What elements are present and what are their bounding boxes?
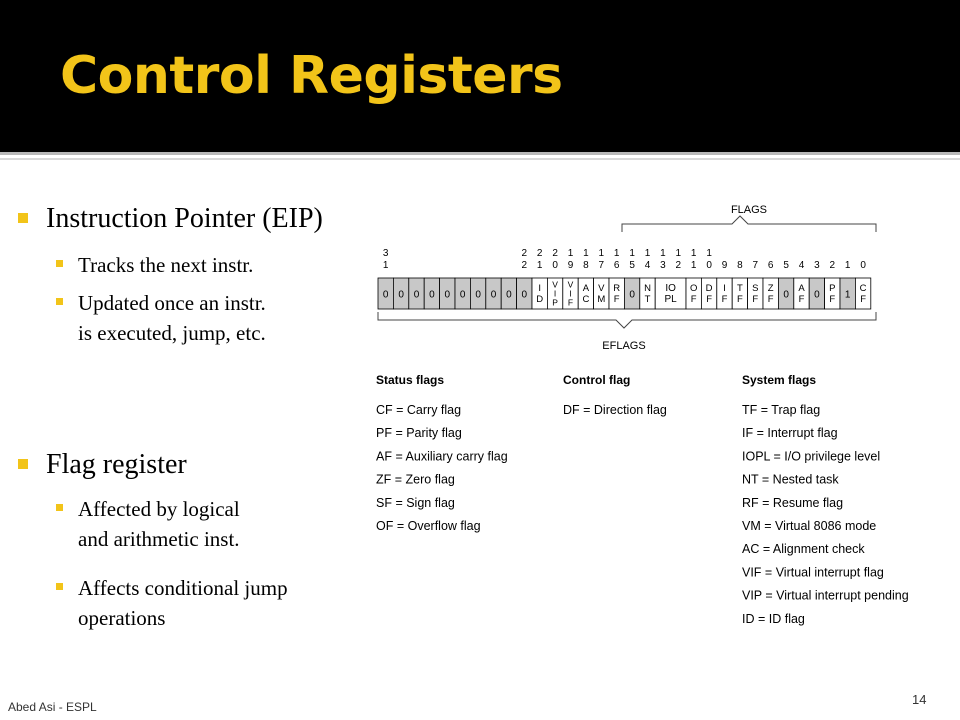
sub-bullet-text: is executed, jump, etc. — [78, 321, 266, 345]
bullet-square-icon — [18, 459, 28, 469]
flag-legend — [376, 403, 909, 626]
flag-legend-item: SF = Sign flag — [376, 495, 455, 510]
bit-cell-row — [378, 278, 871, 309]
bit-number: 1 — [690, 260, 697, 271]
bit-cell-label: O — [690, 283, 698, 294]
bit-cell-label: 0 — [459, 289, 466, 301]
bit-number: 1 — [644, 248, 651, 259]
bit-number: 1 — [690, 248, 697, 259]
bit-cell-label: IO — [665, 283, 676, 294]
bit-cell-label: A — [798, 283, 805, 294]
bit-cell-label: P — [829, 283, 836, 294]
bit-cell-label: 0 — [475, 289, 481, 301]
bit-cell-label: F — [752, 294, 759, 305]
bit-number: 3 — [814, 260, 820, 271]
bit-number: 2 — [552, 248, 558, 259]
system-flags-heading: System flags — [742, 373, 817, 387]
bit-cell-label: F — [736, 294, 743, 305]
bit-number: 1 — [598, 248, 605, 259]
bit-cell-label: PL — [664, 294, 677, 305]
bit-cell-label: I — [553, 288, 557, 299]
bit-number: 8 — [737, 260, 743, 271]
bit-number: 7 — [598, 260, 605, 271]
status-flags-heading: Status flags — [376, 373, 445, 387]
footer-author: Abed Asi - ESPL — [8, 700, 97, 714]
bit-number: 1 — [536, 260, 543, 271]
bit-number: 1 — [844, 260, 851, 271]
bit-cell-label: F — [567, 297, 574, 308]
bit-cell-label: F — [767, 294, 774, 305]
bit-cell-label: I — [723, 283, 726, 294]
flag-legend-item: RF = Resume flag — [742, 495, 844, 510]
bit-cell-label: T — [644, 294, 651, 305]
bit-cell-label: 0 — [506, 289, 512, 301]
bit-cell-label: S — [752, 283, 759, 294]
bit-number: 1 — [382, 260, 389, 271]
bit-number: 4 — [644, 260, 651, 271]
control-flag-heading: Control flag — [563, 373, 631, 387]
bullet-label: Flag register — [46, 449, 187, 480]
bit-number: 6 — [767, 260, 774, 271]
bullet-square-icon — [56, 583, 63, 590]
flag-legend-item: PF = Parity flag — [376, 426, 462, 441]
bit-cell-label: F — [706, 294, 713, 305]
bit-cell-label: 0 — [398, 289, 404, 301]
flag-legend-item: CF = Carry flag — [376, 403, 462, 417]
bit-number: 5 — [783, 260, 789, 271]
flag-legend-item: IF = Interrupt flag — [742, 426, 838, 441]
bit-number: 1 — [613, 248, 620, 259]
flags-brace — [622, 216, 876, 232]
bit-cell-label: C — [859, 283, 867, 294]
bit-number: 2 — [675, 260, 682, 271]
bit-number: 1 — [629, 248, 635, 259]
bullet-square-icon — [56, 504, 63, 511]
bit-cell-label: 0 — [444, 289, 451, 301]
bit-cell-label: N — [644, 283, 651, 294]
bit-number: 1 — [583, 248, 589, 259]
bit-cell-label: 0 — [429, 289, 435, 301]
bit-cell-label: R — [613, 283, 621, 294]
eflags-label: EFLAGS — [602, 340, 646, 352]
page-number: 14 — [912, 692, 927, 707]
flag-legend-item: TF = Trap flag — [742, 403, 821, 417]
bit-number: 2 — [829, 260, 836, 271]
eflags-figure — [360, 192, 950, 642]
flags-label: FLAGS — [730, 204, 768, 216]
bit-number: 5 — [629, 260, 635, 271]
bit-cell-label: D — [536, 294, 544, 305]
bit-number: 0 — [552, 260, 558, 271]
bit-cell-label: F — [860, 294, 867, 305]
bit-cell-label: F — [721, 294, 728, 305]
bullet-label: Instruction Pointer (EIP) — [46, 203, 323, 234]
bit-cell-label: C — [582, 294, 590, 305]
flag-legend-item: ID = ID flag — [742, 611, 805, 626]
bit-cell-label: P — [552, 297, 558, 308]
header-divider — [0, 152, 960, 155]
eflags-brace — [378, 312, 876, 328]
flag-legend-item: VIF = Virtual interrupt flag — [742, 565, 884, 580]
flag-legend-item: VM = Virtual 8086 mode — [742, 519, 877, 533]
bit-cell-label: V — [567, 279, 574, 290]
bit-number: 6 — [613, 260, 620, 271]
sub-bullet-text: operations — [78, 606, 166, 630]
bullet-square-icon — [56, 260, 63, 267]
bullet-square-icon — [56, 298, 63, 305]
bit-cell-label: 0 — [783, 289, 789, 301]
bit-cell-label: V — [552, 279, 558, 290]
bit-cell-label: F — [613, 294, 620, 305]
bit-cell-label: A — [582, 283, 590, 294]
flag-legend-item: AC = Alignment check — [742, 542, 865, 557]
bit-number: 3 — [660, 260, 666, 271]
bit-cell-label: 0 — [521, 289, 528, 301]
flag-legend-item: DF = Direction flag — [563, 403, 667, 417]
bit-cell-label: 0 — [382, 289, 389, 301]
bit-cell-label: 0 — [490, 289, 497, 301]
flag-legend-item: VIP = Virtual interrupt pending — [742, 588, 909, 603]
bit-number: 1 — [706, 248, 712, 259]
flag-legend-item: IOPL = I/O privilege level — [742, 449, 881, 464]
sub-bullet-text: and arithmetic inst. — [78, 527, 240, 551]
bit-cell-label: 0 — [629, 289, 635, 301]
bit-cell-label: T — [736, 283, 743, 294]
bit-number: 8 — [583, 260, 589, 271]
bit-number: 3 — [382, 248, 389, 259]
sub-bullet-text: Updated once an instr. — [78, 291, 266, 315]
bit-number: 2 — [521, 260, 528, 271]
flag-legend-item: AF = Auxiliary carry flag — [376, 449, 508, 464]
bit-number: 9 — [567, 260, 574, 271]
eflags-diagram — [360, 192, 950, 642]
bit-number: 0 — [706, 260, 712, 271]
slide-header — [0, 0, 960, 152]
bit-number-row — [383, 248, 866, 271]
bit-cell-label: 1 — [844, 289, 851, 301]
bullet-square-icon — [18, 213, 28, 223]
bit-cell-label: 0 — [413, 289, 420, 301]
sub-bullet-text: Affected by logical — [78, 497, 240, 521]
bit-number: 4 — [798, 260, 805, 271]
bit-number: 0 — [860, 260, 866, 271]
slide-title: Control Registers — [60, 46, 563, 106]
flag-legend-item: ZF = Zero flag — [376, 472, 455, 487]
bit-cell-label: D — [705, 283, 713, 294]
sub-bullet-text: Tracks the next instr. — [78, 253, 254, 277]
sub-bullet-text: Affects conditional jump — [78, 576, 288, 600]
bit-number: 1 — [675, 248, 682, 259]
bit-number: 1 — [567, 248, 574, 259]
bit-number: 2 — [521, 248, 528, 259]
bit-cell-label: V — [598, 283, 605, 294]
header-divider-thin — [0, 158, 960, 160]
bit-number: 9 — [721, 260, 728, 271]
bit-number: 7 — [752, 260, 759, 271]
bit-number: 1 — [660, 248, 666, 259]
bit-cell-label: I — [538, 283, 542, 294]
bit-cell-label: F — [798, 294, 805, 305]
bit-cell-label: F — [690, 294, 697, 305]
bit-cell-label: 0 — [814, 289, 820, 301]
bit-cell-label: F — [829, 294, 836, 305]
bit-cell-label: M — [597, 294, 606, 305]
flag-legend-item: OF = Overflow flag — [376, 519, 481, 533]
bit-number: 2 — [536, 248, 543, 259]
flag-legend-item: NT = Nested task — [742, 472, 839, 487]
bit-cell-label: I — [569, 288, 572, 299]
bit-cell-label: Z — [767, 283, 774, 294]
